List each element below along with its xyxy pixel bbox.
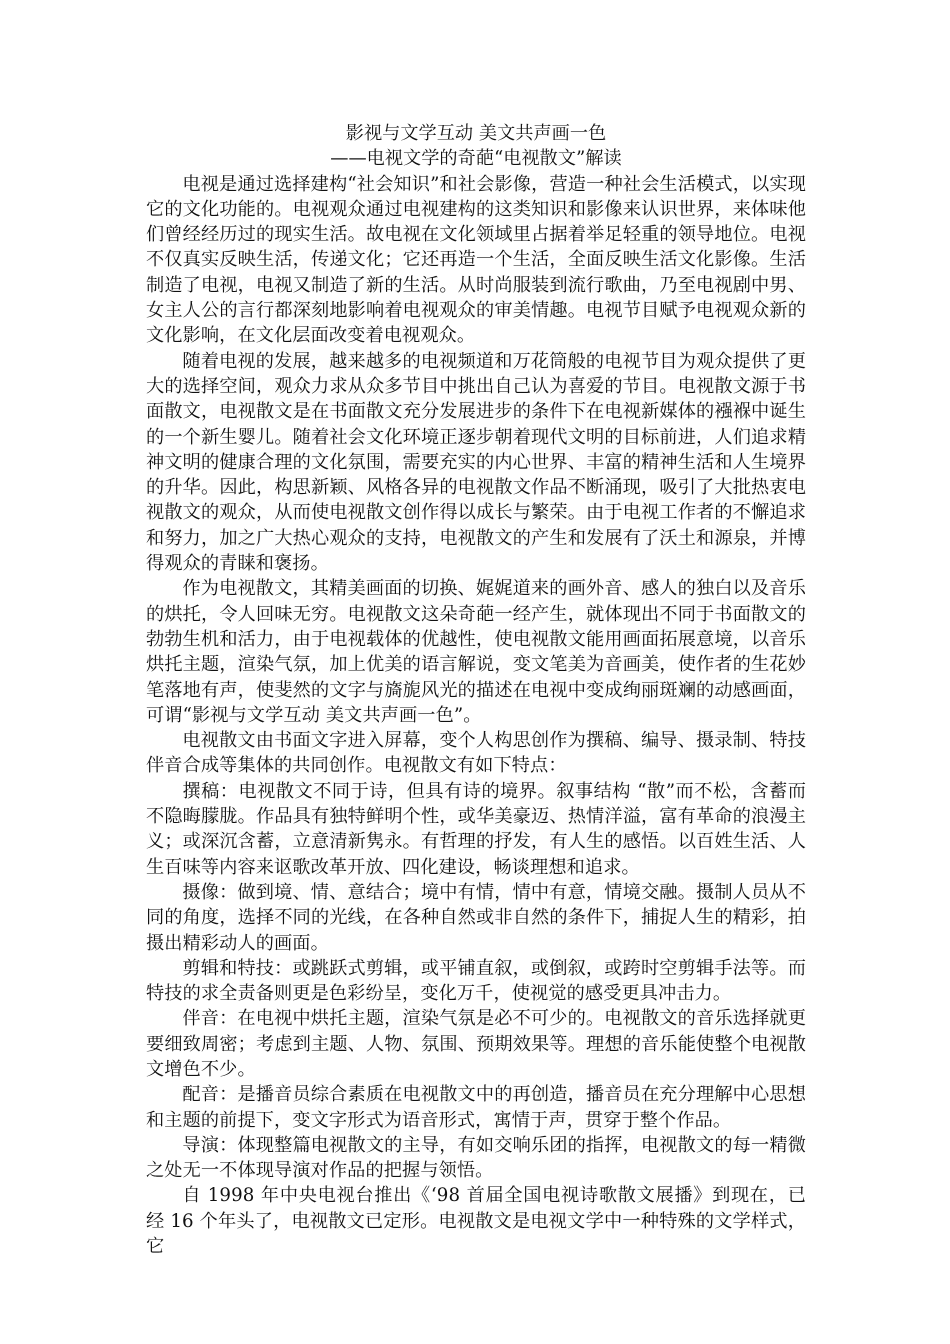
- document-title: 影视与文学互动 美文共声画一色: [345, 123, 607, 144]
- paragraph-directing: 导演：体现整篇电视散文的主导，有如交响乐团的指挥，电视散文的每一精微之处无一不体现导演对作品的把握与领悟。: [146, 1134, 806, 1182]
- document-page: [146, 121, 806, 1259]
- paragraph-intro: 电视是通过选择建构“社会知识”和社会影像，营造一种社会生活模式，以实现它的文化功能的。电视观众通过电视建构的这类知识和影像来认识世界，来体味他们曾经经历过的现实生活。故电视在文化领域里占据着举足轻重的领导地位。电视不仅真实反映生活，传递文化；它还再造一个生活，全面反映生活文化影像。生活制造了电视，电视又制造了新的生活。从时尚服装到流行歌曲，乃至电视剧中男、女主人公的言行都深刻地影响着电视观众的审美情趣。电视节目赋予电视观众新的文化影响，在文化层面改变着电视观众。: [146, 173, 806, 347]
- paragraph-history: 自 1998 年中央电视台推出《‘98 首届全国电视诗歌散文展播》到现在，已经 16 个年头了，电视散文已定形。电视散文是电视文学中一种特殊的文学样式，它: [146, 1185, 806, 1258]
- paragraph-development: 随着电视的发展，越来越多的电视频道和万花筒般的电视节目为观众提供了更大的选择空间，观众力求从众多节目中挑出自己认为喜爱的节目。电视散文源于书面散文，电视散文是在书面散文充分发展进步的条件下在电视新媒体的襁褓中诞生的一个新生婴儿。随着社会文化环境正逐步朝着现代文明的目标前进，人们追求精神文明的健康合理的文化氛围，需要充实的内心世界、丰富的精神生活和人生境界的升华。因此，构思新颖、风格各异的电视散文作品不断涌现，吸引了大批热衷电视散文的观众，从而使电视散文创作得以成长与繁荣。由于电视工作者的不懈追求和努力，加之广大热心观众的支持，电视散文的产生和发展有了沃土和源泉，并博得观众的青睐和褒扬。: [146, 350, 806, 575]
- paragraph-creation: 电视散文由书面文字进入屏幕，变个人构思创作为撰稿、编导、摄录制、特技伴音合成等集体的共同创作。电视散文有如下特点：: [146, 730, 806, 777]
- paragraph-music: 伴音：在电视中烘托主题，渲染气氛是必不可少的。电视散文的音乐选择就更要细致周密；考虑到主题、人物、氛围、预期效果等。理想的音乐能使整个电视散文增色不少。: [146, 1008, 806, 1080]
- paragraph-camera: 摄像：做到境、情、意结合；境中有情，情中有意，情境交融。摄制人员从不同的角度，选择不同的光线，在各种自然或非自然的条件下，捕捉人生的精彩，拍摄出精彩动人的画面。: [146, 881, 806, 954]
- paragraph-editing: 剪辑和特技：或跳跃式剪辑，或平铺直叙，或倒叙，或跨时空剪辑手法等。而特技的求全责备则更是色彩纷呈，变化万千，使视觉的感受更具冲击力。: [146, 957, 806, 1005]
- paragraph-scriptwriting: 撰稿：电视散文不同于诗，但具有诗的境界。叙事结构 “散”而不松，含蓄而不隐晦朦胧。作品具有独特鲜明个性，或华美豪迈、热情洋溢，富有革命的浪漫主义；或深沉含蓄，立意清新隽永。有哲理的抒发，有人生的感悟。以百姓生活、人生百味等内容来讴歌改革开放、四化建设，畅谈理想和追求。: [146, 780, 806, 878]
- document-subtitle: ——电视文学的奇葩“电视散文”解读: [330, 148, 622, 170]
- paragraph-voiceover: 配音：是播音员综合素质在电视散文中的再创造，播音员在充分理解中心思想和主题的前提下，变文字形式为语音形式，寓情于声，贯穿于整个作品。: [146, 1084, 806, 1131]
- paragraph-features: 作为电视散文，其精美画面的切换、娓娓道来的画外音、感人的独白以及音乐的烘托，令人回味无穷。电视散文这朵奇葩一经产生，就体现出不同于书面散文的勃勃生机和活力，由于电视载体的优越性，使电视散文能用画面拓展意境，以音乐烘托主题，渲染气氛，加上优美的语言解说，变文笔美为音画美，使作者的生花妙笔落地有声，使斐然的文字与旖旎风光的描述在电视中变成绚丽斑斓的动感画面，可谓“影视与文学互动 美文共声画一色”。: [146, 578, 806, 726]
